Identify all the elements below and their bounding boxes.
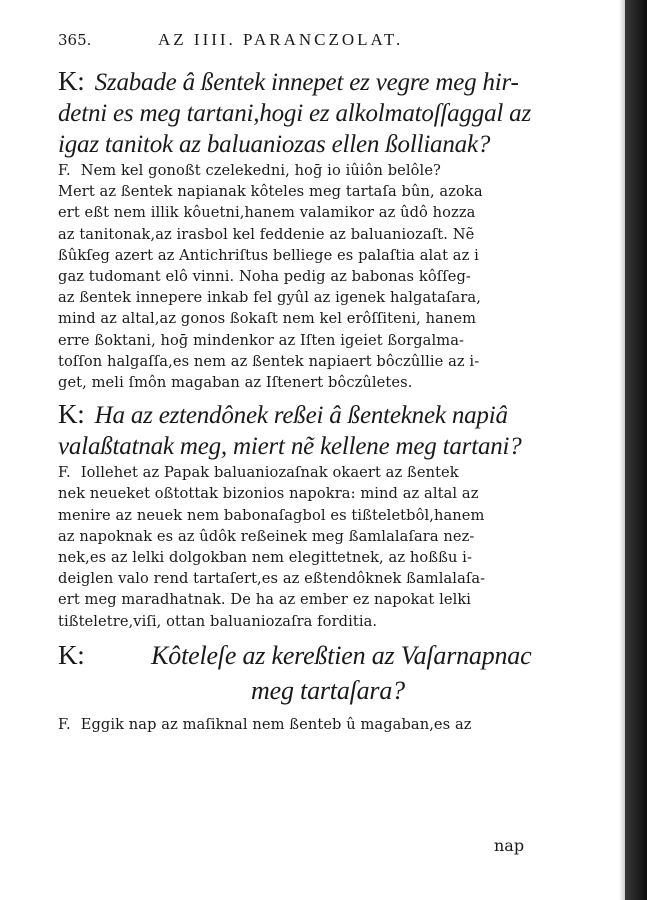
answer-line: toſſon halgaſſa,es nem az ßentek napiaert bôczûllie az i- <box>58 352 480 370</box>
answer-line: az tanitonak,az irasbol kel feddenie az baluaniozaſt. Nẽ <box>58 225 475 243</box>
answer-line <box>58 462 598 483</box>
answer-line: menire az neuek nem babonaſagbol es tißteletbôl,hanem <box>58 506 485 524</box>
answer-line: get, meli ſmôn magaban az Iſtenert bôczûletes. <box>58 374 413 392</box>
answer-line: nek neueket oßtottak bizonios napokra: mind az altal az <box>58 485 479 503</box>
question-line: detni es meg tartani,hogi ez alkolmatoſſaggal az <box>58 100 532 127</box>
question-line: Szabade â ßentek innepet ez vegre meg hir- <box>94 69 519 96</box>
answer-line: Mert az ßentek napianak kôteles meg tartaſa bûn, azoka <box>58 183 483 201</box>
question-marker: K: <box>58 66 85 96</box>
answer-line: nek,es az lelki dolgokban nem elegittetnek, az hoßßu i- <box>58 549 472 567</box>
question-line: igaz tanitok az baluaniozas ellen ßollianak? <box>58 131 491 158</box>
answer-line: ert meg maradhatnak. De ha az ember ez napokat lelki <box>58 591 472 609</box>
answer-text: Eggik nap az maſiknal nem ßenteb û magaban,es az <box>80 715 472 733</box>
question-line: meg tartaſara? <box>251 675 405 705</box>
answer-marker: F. <box>58 464 71 482</box>
answer-line: az ßentek innepere inkab fel gyûl az igenek halgataſara, <box>58 289 481 307</box>
question-line: valaßtatnak meg, miert nẽ kellene meg tartani? <box>58 433 522 461</box>
answer-text: Iollehet az Papak baluaniozaſnak okaert az ßentek <box>80 464 459 482</box>
question-2 <box>58 399 598 462</box>
answer-2 <box>58 462 598 632</box>
qa-section-1 <box>58 66 598 393</box>
answer-line: az napoknak es az ûdôk reßeinek meg ßamlalaſara nez- <box>58 527 475 545</box>
answer-line: gaz tudomant elô vinni. Noha pedig az babonas kôſſeg- <box>58 268 471 286</box>
page-content <box>58 30 598 735</box>
question-line: Ha az eztendônek reßei â ßenteknek napiâ <box>94 402 508 430</box>
question-marker: K: <box>58 399 85 430</box>
qa-section-3 <box>58 638 598 735</box>
answer-line: ert eßt nem illik kôuetni,hanem valamikor az ûdô hozza <box>58 204 476 222</box>
page-header <box>58 30 598 66</box>
answer-line: ßûkſeg azert az Antichriſtus belliege es palaſtia alat az i <box>58 246 479 264</box>
answer-marker: F. <box>58 715 71 733</box>
answer-3 <box>58 714 598 735</box>
question-3 <box>58 638 598 708</box>
page-number: 365. <box>58 31 92 49</box>
question-line: Kôteleſe az kereßtien az Vaſarnapnac <box>151 640 532 670</box>
answer-1 <box>58 160 598 393</box>
answer-line <box>58 160 598 181</box>
answer-line: tißteletre,viſi, ottan baluaniozaſra forditia. <box>58 612 378 630</box>
catchword: nap <box>494 836 525 855</box>
question-marker: K: <box>58 639 85 670</box>
book-spine-shadow <box>625 0 647 900</box>
answer-line: deiglen valo rend tartaſert,es az eßtendôknek ßamlalaſa- <box>58 570 486 588</box>
running-head: AZ IIII. PARANCZOLAT. <box>158 30 404 49</box>
answer-marker: F. <box>58 162 71 179</box>
answer-text: Nem kel gonoßt czelekedni, hoḡ io iûiôn belôle? <box>80 162 441 179</box>
question-1 <box>58 66 598 160</box>
answer-line: mind az altal,az gonos ßokaſt nem kel erôſſiteni, hanem <box>58 310 477 328</box>
qa-section-2 <box>58 399 598 632</box>
answer-line <box>58 714 598 735</box>
answer-line: erre ßoktani, hoḡ mindenkor az Iſten igeiet ßorgalma- <box>58 331 465 349</box>
